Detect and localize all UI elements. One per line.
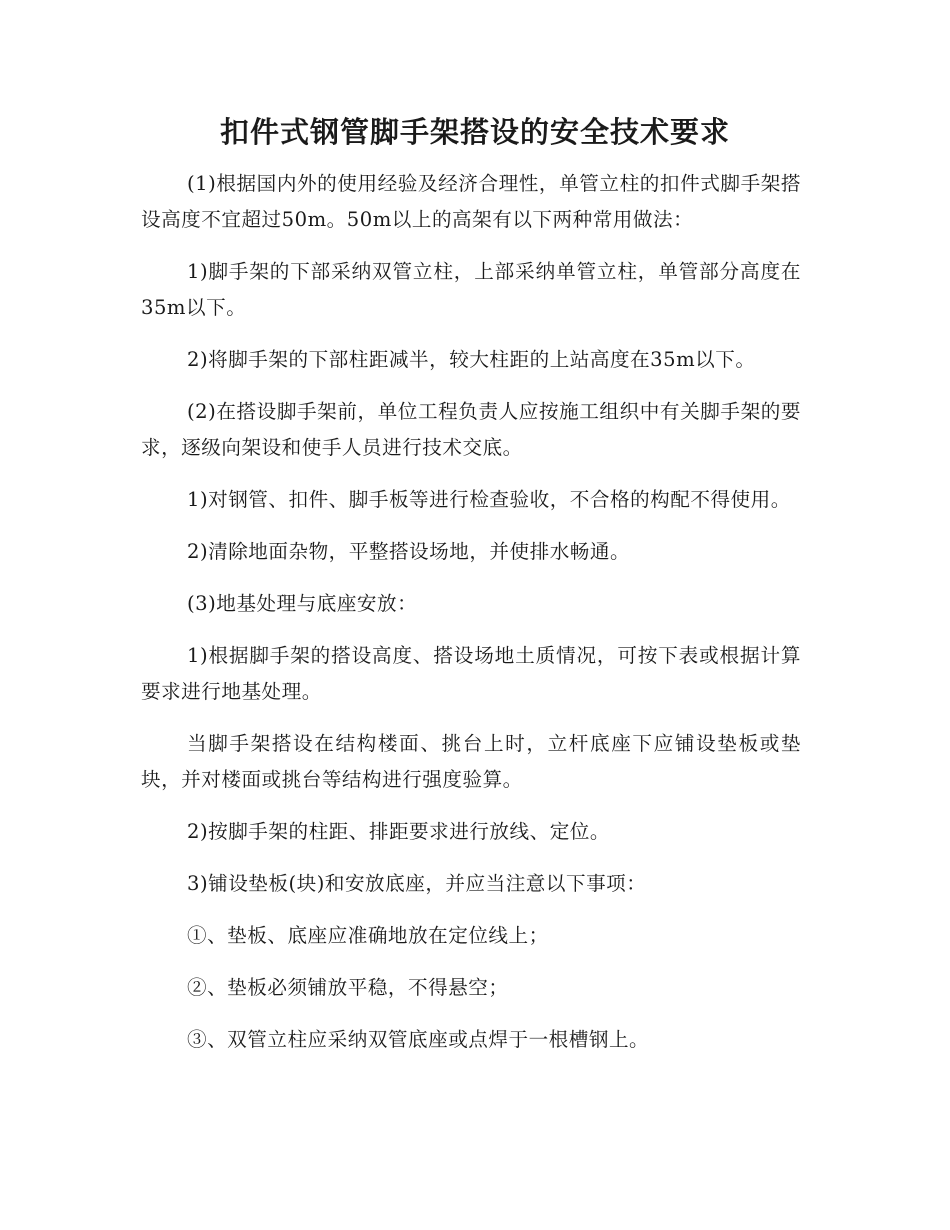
paragraph: ①、垫板、底座应准确地放在定位线上； [187,924,549,947]
paragraph: 1)对钢管、扣件、脚手板等进行检查验收，不合格的构配不得使用。 [187,488,791,511]
paragraph: 1)根据脚手架的搭设高度、搭设场地土质情况，可按下表或根据计算要求进行地基处理。 [141,644,801,703]
paragraph: 2)将脚手架的下部柱距减半，较大柱距的上站高度在35m以下。 [187,348,756,371]
paragraph: 3)铺设垫板(块)和安放底座，并应当注意以下事项： [187,872,647,895]
document-title: 扣件式钢管脚手架搭设的安全技术要求 [219,115,730,149]
paragraph: (2)在搭设脚手架前，单位工程负责人应按施工组织中有关脚手架的要求，逐级向架设和使手人员进行技术交底。 [141,400,801,459]
paragraph: (3)地基处理与底座安放： [187,592,418,615]
paragraph: 2)清除地面杂物，平整搭设场地，并使排水畅通。 [187,540,631,563]
document-body [141,166,801,1074]
paragraph: 当脚手架搭设在结构楼面、挑台上时，立杆底座下应铺设垫板或垫块，并对楼面或挑台等结构进行强度验算。 [141,732,801,791]
paragraph: ②、垫板必须铺放平稳，不得悬空； [187,976,509,999]
paragraph: (1)根据国内外的使用经验及经济合理性，单管立柱的扣件式脚手架搭设高度不宜超过50m。50m以上的高架有以下两种常用做法： [141,172,801,231]
paragraph: ③、双管立柱应采纳双管底座或点焊于一根槽钢上。 [187,1028,650,1051]
paragraph: 2)按脚手架的柱距、排距要求进行放线、定位。 [187,820,610,843]
paragraph: 1)脚手架的下部采纳双管立柱，上部采纳单管立柱，单管部分高度在35m以下。 [141,260,801,319]
